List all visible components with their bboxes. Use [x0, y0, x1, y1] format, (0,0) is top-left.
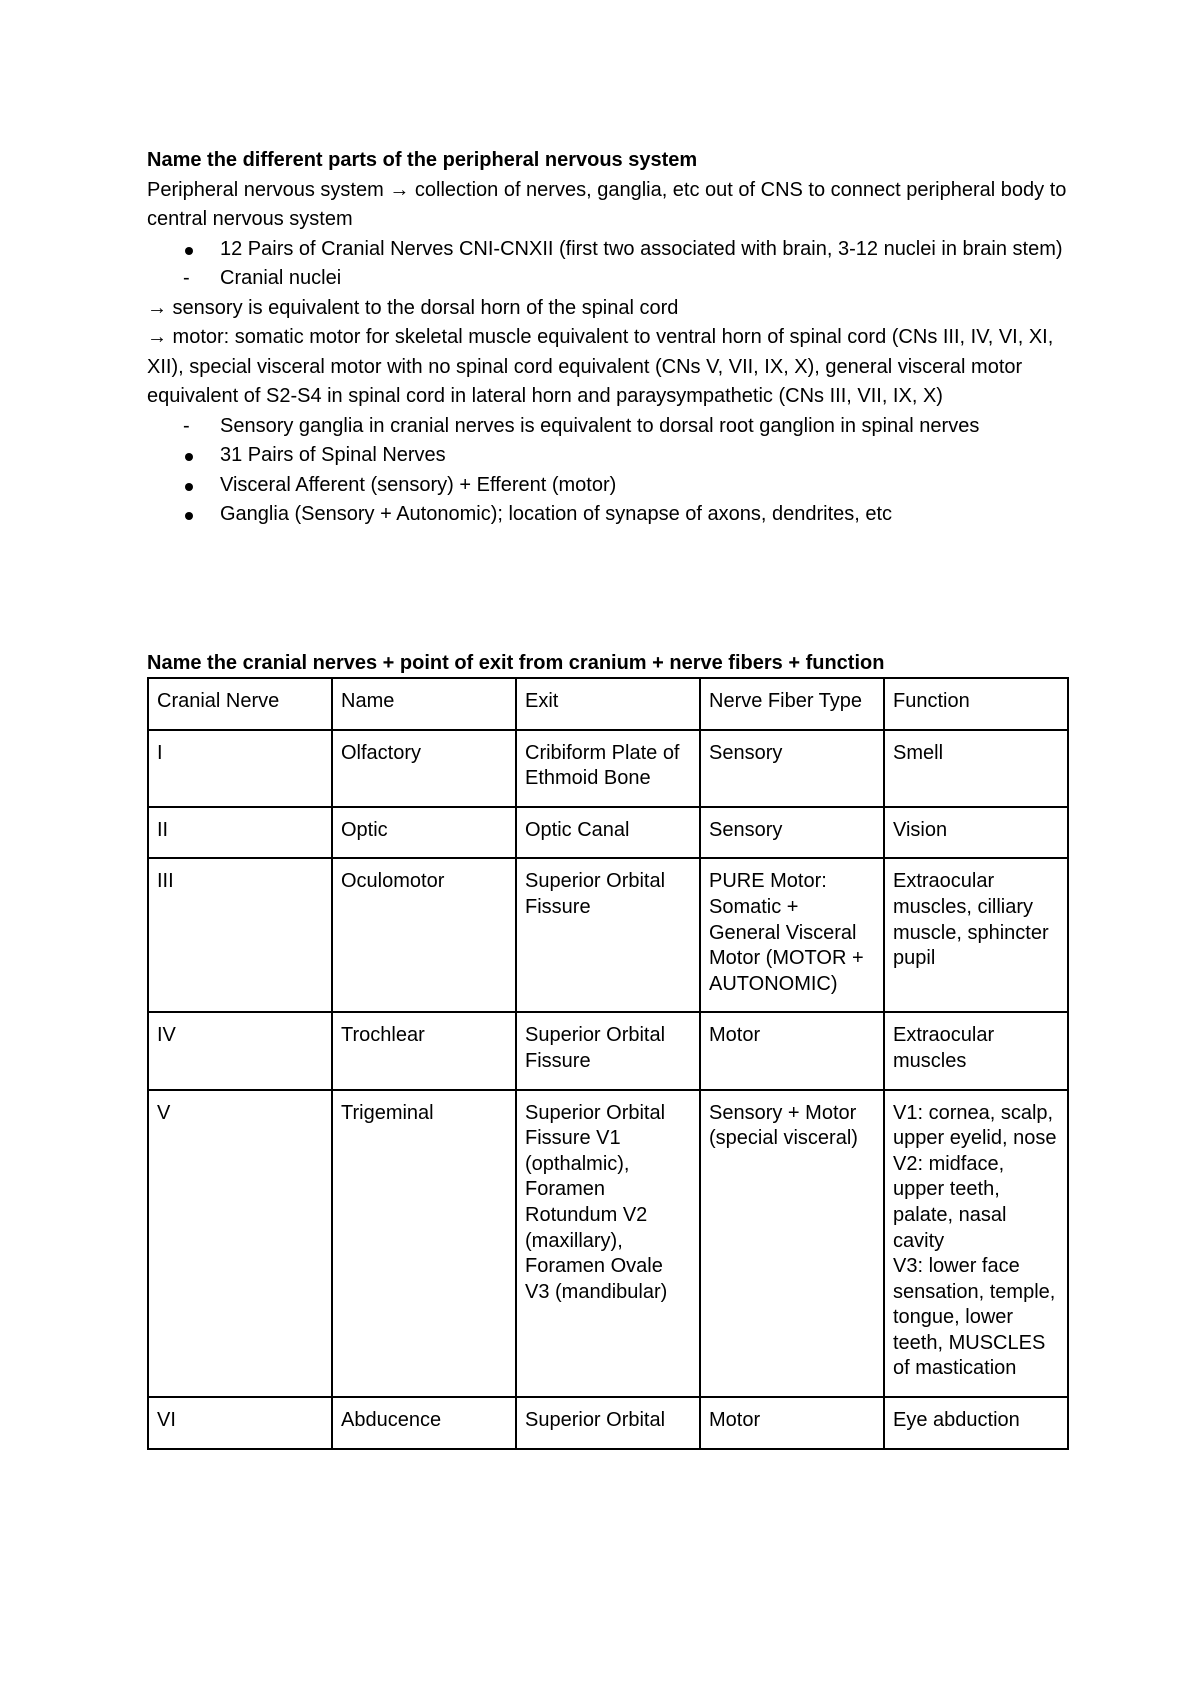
list-item	[147, 412, 1067, 442]
table-cell: Vision	[884, 807, 1068, 859]
list-item	[147, 500, 1067, 530]
table-cell: V	[148, 1090, 332, 1398]
table-cell: Superior Orbital Fissure	[516, 858, 700, 1012]
table-header-cell: Cranial Nerve	[148, 678, 332, 730]
dash-marker: -	[183, 414, 190, 437]
bullet-list	[147, 235, 1067, 294]
table-header-cell: Name	[332, 678, 516, 730]
table-cell: Extraocular muscles	[884, 1012, 1068, 1089]
list-item-text: Cranial nuclei	[220, 267, 342, 289]
intro-paragraph: Peripheral nervous system → collection of nerves, ganglia, etc out of CNS to connect peripheral body to central nervous system	[147, 178, 1067, 230]
table-cell: Eye abduction	[884, 1397, 1068, 1449]
table-row	[148, 730, 1068, 807]
list-item-text: 31 Pairs of Spinal Nerves	[220, 444, 446, 466]
table-cell: Trigeminal	[332, 1090, 516, 1398]
table-cell: VI	[148, 1397, 332, 1449]
document-body	[147, 146, 1067, 530]
arrow-line: → sensory is equivalent to the dorsal horn of the spinal cord	[147, 296, 679, 319]
table-header-cell: Function	[884, 678, 1068, 730]
section-heading: Name the different parts of the peripheral nervous system	[147, 149, 698, 171]
list-item	[147, 471, 1067, 501]
table-cell: Trochlear	[332, 1012, 516, 1089]
table-cell: Smell	[884, 730, 1068, 807]
table-cell: Motor	[700, 1397, 884, 1449]
table-cell: Superior Orbital Fissure V1 (opthalmic), Foramen Rotundum V2 (maxillary), Foramen Ovale V3 (mandibular)	[516, 1090, 700, 1398]
table-cell: Superior Orbital	[516, 1397, 700, 1449]
table-cell: II	[148, 807, 332, 859]
table-cell: Abducence	[332, 1397, 516, 1449]
table-cell: IV	[148, 1012, 332, 1089]
table-cell: Sensory	[700, 807, 884, 859]
table-heading: Name the cranial nerves + point of exit from cranium + nerve fibers + function	[147, 652, 885, 674]
list-item	[147, 235, 1067, 265]
table-header-cell: Exit	[516, 678, 700, 730]
table-cell: V1: cornea, scalp, upper eyelid, nose V2: midface, upper teeth, palate, nasal cavity V3: lower face sensation, temple, tongue, lower teeth, MUSCLES of mastication	[884, 1090, 1068, 1398]
list-item-text: 12 Pairs of Cranial Nerves CNI-CNXII (first two associated with brain, 3-12 nuclei in brain stem)	[220, 237, 1063, 260]
table-cell: Extraocular muscles, cilliary muscle, sphincter pupil	[884, 858, 1068, 1012]
dash-marker: -	[183, 267, 190, 289]
table-cell: Superior Orbital Fissure	[516, 1012, 700, 1089]
arrow-line: → motor: somatic motor for skeletal muscle equivalent to ventral horn of spinal cord (CNs III, IV, VI, XI, XII), special visceral motor with no spinal cord equivalent (CNs V, VII, IX, X), general visceral motor equivalent of S2-S4 in spinal cord in lateral horn and paraysympathetic (CNs III, VII, IX, X)	[147, 326, 1054, 407]
table-cell: Sensory	[700, 730, 884, 807]
table-row	[148, 807, 1068, 859]
table-header-cell: Nerve Fiber Type	[700, 678, 884, 730]
list-item-text: Visceral Afferent (sensory) + Efferent (motor)	[220, 473, 617, 496]
table-cell: Optic	[332, 807, 516, 859]
table-cell: I	[148, 730, 332, 807]
list-item-text: Ganglia (Sensory + Autonomic); location of synapse of axons, dendrites, etc	[220, 503, 893, 525]
table-row	[148, 1090, 1068, 1398]
table-cell: Cribiform Plate of Ethmoid Bone	[516, 730, 700, 807]
table-cell: III	[148, 858, 332, 1012]
table-cell: Sensory + Motor (special visceral)	[700, 1090, 884, 1398]
list-item	[147, 264, 1067, 294]
table-row	[148, 1397, 1068, 1449]
list-item-text: Sensory ganglia in cranial nerves is equivalent to dorsal root ganglion in spinal nerves	[220, 414, 980, 437]
table-cell: Olfactory	[332, 730, 516, 807]
table-cell: Optic Canal	[516, 807, 700, 859]
bullet-list	[147, 412, 1067, 530]
table-row	[148, 858, 1068, 1012]
table-cell: Motor	[700, 1012, 884, 1089]
table-header-row	[148, 678, 1068, 730]
cranial-nerves-table	[147, 677, 1069, 1450]
list-item	[147, 441, 1067, 471]
table-cell: Oculomotor	[332, 858, 516, 1012]
table-row	[148, 1012, 1068, 1089]
table-cell: PURE Motor: Somatic + General Visceral Motor (MOTOR + AUTONOMIC)	[700, 858, 884, 1012]
